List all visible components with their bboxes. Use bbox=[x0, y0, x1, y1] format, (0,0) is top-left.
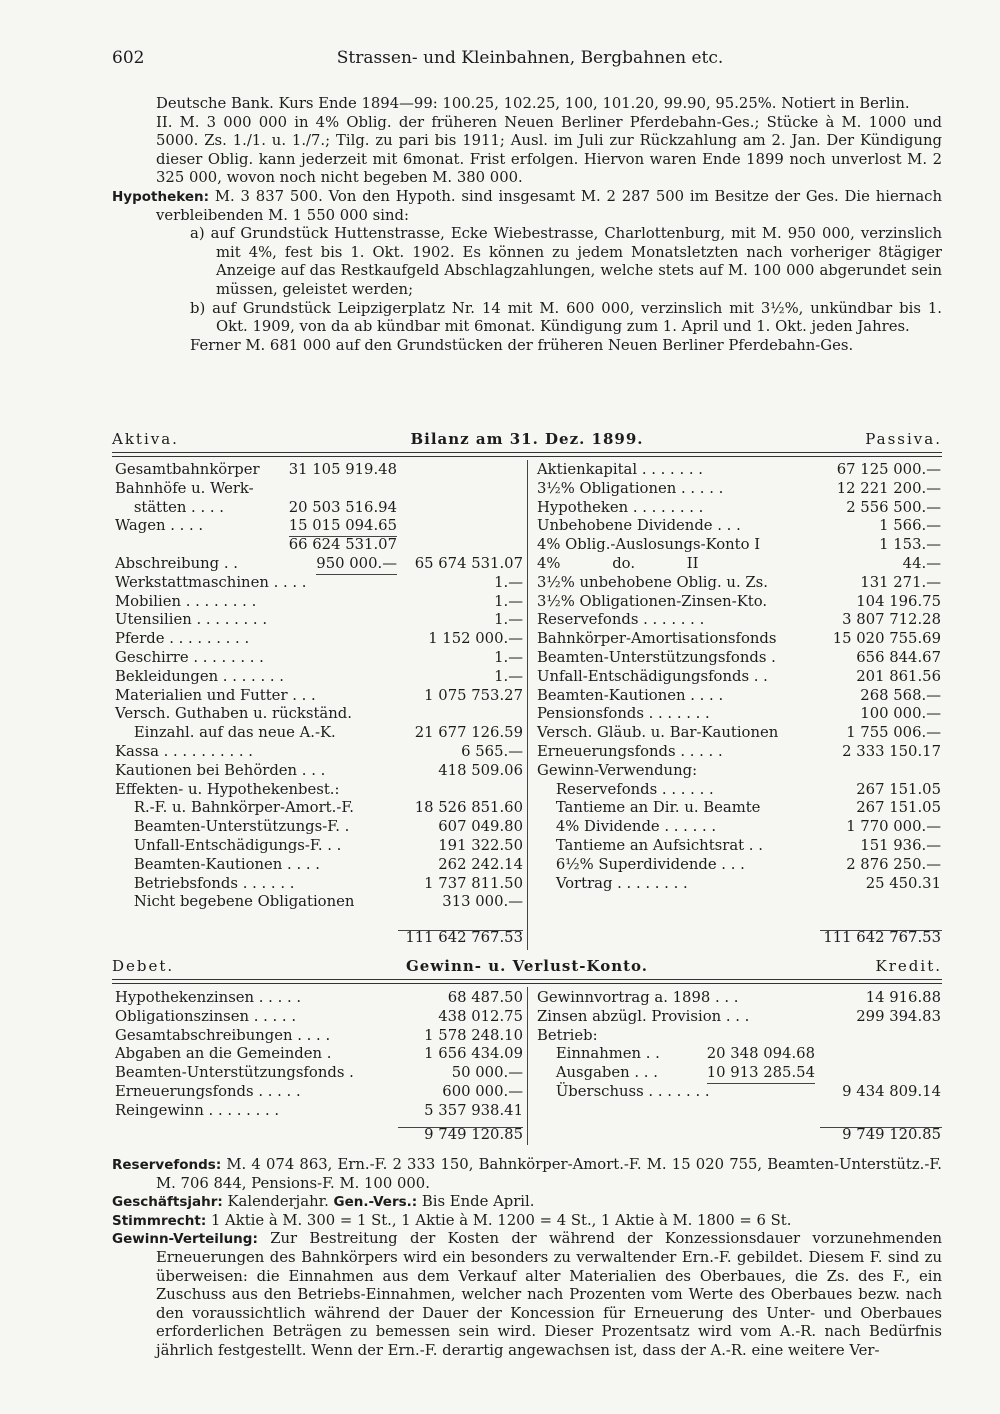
kredit-row bbox=[537, 989, 941, 1008]
row-value: 1 075 753.27 bbox=[424, 686, 523, 704]
row-label: Abgaben an die Gemeinden . bbox=[115, 1045, 332, 1063]
row-label: Gesamtabschreibungen . . . . bbox=[115, 1026, 331, 1044]
geschaeftsjahr-paragraph bbox=[112, 1193, 942, 1212]
reservefonds-paragraph bbox=[112, 1156, 942, 1193]
kredit-total: 9 749 120.85 bbox=[842, 1126, 941, 1143]
aktiva-row bbox=[115, 705, 525, 724]
row-value: 1 737 811.50 bbox=[424, 874, 523, 892]
bilanz-top-rule bbox=[112, 452, 942, 453]
passiva-total-row bbox=[537, 929, 941, 948]
passiva-row bbox=[537, 461, 941, 480]
aktiva-row bbox=[115, 555, 525, 574]
row-value: 267 151.05 bbox=[856, 799, 941, 817]
passiva-row bbox=[537, 687, 941, 706]
row-label: Geschirre . . . . . . . . bbox=[115, 648, 264, 666]
stimm-label: Stimmrecht: bbox=[112, 1212, 207, 1229]
page-header bbox=[112, 48, 948, 74]
gewinn-verteilung-paragraph bbox=[112, 1230, 942, 1360]
aktiva-row bbox=[115, 875, 525, 894]
row-label: Reingewinn . . . . . . . . bbox=[115, 1101, 280, 1119]
aktiva-row bbox=[115, 799, 525, 818]
gv-text: Bis Ende April. bbox=[421, 1193, 535, 1211]
passiva-row bbox=[537, 499, 941, 518]
passiva-row bbox=[537, 781, 941, 800]
debet-row bbox=[115, 1083, 525, 1102]
debet-row bbox=[115, 1064, 525, 1083]
row-value: 1 153.— bbox=[879, 536, 941, 554]
hypotheken-text: M. 3 837 500. Von den Hypoth. sind insgesamt M. 2 287 500 im Besitze der Ges. Die hiernach verbleibenden M. 1 550 000 sind: bbox=[156, 187, 942, 224]
row-value: 1 566.— bbox=[879, 517, 941, 535]
row-value: 1.— bbox=[494, 611, 523, 629]
gewinn-label: Gewinn-Verteilung: bbox=[112, 1231, 258, 1248]
row-value: 104 196.75 bbox=[856, 592, 941, 610]
guv-top-rule-2 bbox=[112, 983, 942, 984]
passiva-total: 111 642 767.53 bbox=[823, 929, 941, 946]
row-value: 656 844.67 bbox=[856, 648, 941, 666]
row-value: 201 861.56 bbox=[856, 667, 941, 685]
row-label: 3½% unbehobene Oblig. u. Zs. bbox=[537, 573, 768, 591]
row-value-inner: 66 624 531.07 bbox=[288, 536, 397, 554]
row-value: 607 049.80 bbox=[438, 818, 523, 836]
row-label: Wagen . . . . bbox=[115, 517, 204, 535]
row-value: 1 770 000.— bbox=[846, 818, 941, 836]
passiva-row bbox=[537, 724, 941, 743]
row-value: 1 656 434.09 bbox=[424, 1045, 523, 1063]
row-label: Einnahmen . . bbox=[537, 1045, 660, 1063]
passiva-row bbox=[537, 837, 941, 856]
row-value: 1 578 248.10 bbox=[424, 1026, 523, 1044]
row-label: Unfall-Entschädigungsfonds . . bbox=[537, 667, 768, 685]
row-value: 600 000.— bbox=[442, 1082, 523, 1100]
guv-heading bbox=[112, 957, 942, 979]
row-label: stätten . . . . bbox=[115, 498, 224, 516]
hypotheken-ferner: Ferner M. 681 000 auf den Grundstücken der früheren Neuen Berliner Pferdebahn-Ges. bbox=[190, 336, 854, 354]
debet-total-row bbox=[115, 1126, 525, 1145]
passiva-row bbox=[537, 649, 941, 668]
aktiva-row bbox=[115, 668, 525, 687]
row-label: Versch. Gläub. u. Bar-Kautionen bbox=[537, 724, 779, 742]
row-value: 12 221 200.— bbox=[836, 479, 941, 497]
gewinn-text: Zur Bestreitung der Kosten der während der Konzessionsdauer vorzunehmenden Erneuerungen des Bahnkörpers wird ein besonders zu verwaltender Ern.-F. gebildet. Diesem F. sind zu überweisen: die Einnahmen aus dem Verkauf alter Materialien des Oberbaues, die Zs. des F., ein Zuschuss aus den Betriebs-Einnahmen, welcher nach Prozenten vom Werte des Oberbaues bezw. nach den voraussichtlich während der Dauer der Koncession für Erneuerung des Unter- und Oberbaues erforderlichen Beträgen zu bemessen sein wird. Dieser Prozentsatz wird vom A.-R. nach Bedürfnis jährlich festgestellt. Wenn der Ern.-F. derartig angewachsen ist, dass der A.-R. eine weitere Ver- bbox=[156, 1230, 942, 1359]
row-value: 418 509.06 bbox=[438, 761, 523, 779]
intro-paragraph-2: II. M. 3 000 000 in 4% Oblig. der früheren Neuen Berliner Pferdebahn-Ges.; Stücke à M. 1000 und 5000. Zs. 1./1. u. 1./7.; Tilg. zu pari bis 1911; Ausl. im Juli zur Rückzahlung am 2. Jan. Der Kündigung dieser Oblig. kann jederzeit mit 6monat. Frist erfolgen. Hiervon waren Ende 1899 noch unverlost M. 2 325 000, wovon noch nicht begeben M. 380 000. bbox=[156, 113, 942, 187]
kredit-column bbox=[537, 989, 941, 1102]
row-label: Erneuerungsfonds . . . . . bbox=[537, 742, 723, 760]
row-label: Kassa . . . . . . . . . . bbox=[115, 742, 253, 760]
row-value: 25 450.31 bbox=[865, 874, 941, 892]
row-value: 65 674 531.07 bbox=[414, 554, 523, 572]
row-label: Unfall-Entschädigungs-F. . . bbox=[115, 836, 342, 854]
row-label: Ausgaben . . . bbox=[537, 1064, 658, 1082]
row-label: Nicht begebene Obligationen bbox=[115, 893, 355, 911]
row-value-inner: 10 913 285.54 bbox=[707, 1064, 815, 1084]
aktiva-column bbox=[115, 461, 525, 912]
hypotheken-item-a: a) auf Grundstück Huttenstrasse, Ecke Wiebestrasse, Charlottenburg, mit M. 950 000, verzinslich mit 4%, fest bis 1. Okt. 1902. Es können zu jedem Monatsletzten nach vorheriger 8tägiger Anzeige auf das Restkaufgeld Abschlagzahlungen, welche stets auf M. 100 000 abgerundet sein müssen, geleistet werden; bbox=[190, 225, 942, 298]
row-label: 4% do. II bbox=[537, 554, 699, 572]
row-value: 100 000.— bbox=[860, 705, 941, 723]
row-label: Betrieb: bbox=[537, 1026, 598, 1044]
kredit-row bbox=[537, 1083, 941, 1102]
aktiva-row bbox=[115, 856, 525, 875]
reservefonds-text: M. 4 074 863, Ern.-F. 2 333 150, Bahnkörper-Amort.-F. M. 15 020 755, Beamten-Unterstütz.-F. M. 706 844, Pensions-F. M. 100 000. bbox=[156, 1156, 942, 1192]
gj-label: Geschäftsjahr: bbox=[112, 1194, 223, 1211]
aktiva-row bbox=[115, 499, 525, 518]
guv-divider bbox=[527, 987, 528, 1145]
passiva-row bbox=[537, 480, 941, 499]
passiva-row bbox=[537, 762, 941, 781]
passiva-row bbox=[537, 705, 941, 724]
row-value-inner: 20 503 516.94 bbox=[288, 498, 397, 516]
row-label: Betriebsfonds . . . . . . bbox=[115, 874, 295, 892]
row-label: Tantieme an Aufsichtsrat . . bbox=[537, 836, 763, 854]
passiva-row bbox=[537, 611, 941, 630]
stimmrecht-paragraph bbox=[112, 1212, 942, 1231]
row-label: Gewinnvortrag a. 1898 . . . bbox=[537, 989, 739, 1006]
stimm-text: 1 Aktie à M. 300 = 1 St., 1 Aktie à M. 1200 = 4 St., 1 Aktie à M. 1800 = 6 St. bbox=[210, 1211, 792, 1229]
row-value: 21 677 126.59 bbox=[414, 724, 523, 742]
row-label: Reservefonds . . . . . . bbox=[537, 780, 714, 798]
aktiva-row bbox=[115, 649, 525, 668]
row-label: 4% Dividende . . . . . . bbox=[537, 818, 717, 836]
row-label: Tantieme an Dir. u. Beamte bbox=[537, 799, 761, 817]
passiva-row bbox=[537, 743, 941, 762]
row-label: Werkstattmaschinen . . . . bbox=[115, 573, 307, 591]
row-label: Bekleidungen . . . . . . . bbox=[115, 667, 284, 685]
gj-text: Kalenderjahr. bbox=[227, 1193, 329, 1211]
intro-section bbox=[112, 95, 942, 355]
row-value: 2 876 250.— bbox=[846, 855, 941, 873]
row-label: 6½% Superdividende . . . bbox=[537, 855, 745, 873]
debet-column bbox=[115, 989, 525, 1121]
debet-total: 9 749 120.85 bbox=[424, 1126, 523, 1143]
row-value: 50 000.— bbox=[451, 1064, 523, 1082]
row-value: 5 357 938.41 bbox=[424, 1101, 523, 1119]
kredit-row bbox=[537, 1027, 941, 1046]
row-label: Kautionen bei Behörden . . . bbox=[115, 761, 326, 779]
hypotheken-item-b: b) auf Grundstück Leipzigerplatz Nr. 14 mit M. 600 000, verzinslich mit 3½%, unkündbar bis 1. Okt. 1909, von da ab kündbar mit 6monat. Kündigung zum 1. April und 1. Okt. jeden Jahres. bbox=[190, 299, 942, 336]
row-label: Beamten-Kautionen . . . . bbox=[537, 686, 724, 704]
row-value: 6 565.— bbox=[461, 742, 523, 760]
row-label: R.-F. u. Bahnkörper-Amort.-F. bbox=[115, 799, 354, 817]
row-label: 4% Oblig.-Auslosungs-Konto I bbox=[537, 536, 761, 554]
row-value: 262 242.14 bbox=[438, 855, 523, 873]
aktiva-row bbox=[115, 781, 525, 800]
aktiva-row bbox=[115, 893, 525, 912]
row-value: 131 271.— bbox=[860, 573, 941, 591]
row-label: Pferde . . . . . . . . . bbox=[115, 630, 250, 648]
passiva-row bbox=[537, 668, 941, 687]
row-value: 299 394.83 bbox=[856, 1007, 941, 1025]
row-label: Einzahl. auf das neue A.-K. bbox=[115, 724, 336, 742]
aktiva-total: 111 642 767.53 bbox=[405, 929, 523, 946]
running-title: Strassen- und Kleinbahnen, Bergbahnen etc. bbox=[336, 48, 724, 68]
row-label: Bahnkörper-Amortisationsfonds bbox=[537, 630, 777, 648]
aktiva-row bbox=[115, 724, 525, 743]
row-value: 1.— bbox=[494, 573, 523, 591]
row-label: Versch. Guthaben u. rückständ. bbox=[115, 705, 352, 723]
debet-row bbox=[115, 1027, 525, 1046]
row-value: 1.— bbox=[494, 592, 523, 610]
aktiva-row bbox=[115, 593, 525, 612]
guv-title: Gewinn- u. Verlust-Konto. bbox=[406, 957, 648, 975]
row-value: 2 556 500.— bbox=[846, 498, 941, 516]
row-value-inner: 15 015 094.65 bbox=[289, 517, 397, 537]
footer-section bbox=[112, 1156, 942, 1361]
page-number: 602 bbox=[112, 48, 145, 68]
aktiva-row bbox=[115, 536, 525, 555]
row-value: 191 322.50 bbox=[438, 836, 523, 854]
kredit-row bbox=[537, 1008, 941, 1027]
aktiva-row bbox=[115, 480, 525, 499]
row-value: 3 807 712.28 bbox=[842, 611, 941, 629]
row-value: 151 936.— bbox=[860, 836, 941, 854]
aktiva-total-row bbox=[115, 929, 525, 948]
kredit-row bbox=[537, 1045, 941, 1064]
aktiva-row bbox=[115, 762, 525, 781]
row-value: 1.— bbox=[494, 648, 523, 666]
bilanz-divider bbox=[527, 460, 528, 950]
row-value: 44.— bbox=[902, 554, 941, 572]
row-label: Reservefonds . . . . . . . bbox=[537, 611, 705, 629]
row-value: 9 434 809.14 bbox=[842, 1082, 941, 1100]
row-value-inner: 31 105 919.48 bbox=[288, 461, 397, 478]
row-value: 268 568.— bbox=[860, 686, 941, 704]
row-label: Utensilien . . . . . . . . bbox=[115, 611, 268, 629]
row-label: Bahnhöfe u. Werk- bbox=[115, 479, 254, 497]
passiva-heading: Passiva. bbox=[865, 430, 942, 448]
row-value: 14 916.88 bbox=[865, 989, 941, 1006]
row-value: 438 012.75 bbox=[438, 1007, 523, 1025]
row-value: 1.— bbox=[494, 667, 523, 685]
kredit-total-row bbox=[537, 1126, 941, 1145]
aktiva-row bbox=[115, 687, 525, 706]
row-label: Erneuerungsfonds . . . . . bbox=[115, 1082, 301, 1100]
bilanz-top-rule-2 bbox=[112, 456, 942, 457]
aktiva-row bbox=[115, 611, 525, 630]
passiva-column bbox=[537, 461, 941, 893]
debet-row bbox=[115, 1008, 525, 1027]
bilanz-title: Bilanz am 31. Dez. 1899. bbox=[410, 430, 644, 448]
kredit-heading: Kredit. bbox=[875, 957, 942, 975]
row-label: Effekten- u. Hypothekenbest.: bbox=[115, 780, 340, 798]
passiva-row bbox=[537, 593, 941, 612]
row-label: Gesamtbahnkörper bbox=[115, 461, 260, 478]
row-value-inner: 20 348 094.68 bbox=[706, 1045, 815, 1063]
debet-row bbox=[115, 1045, 525, 1064]
row-value-inner: 950 000.— bbox=[316, 555, 397, 575]
passiva-row bbox=[537, 799, 941, 818]
passiva-row bbox=[537, 856, 941, 875]
aktiva-row bbox=[115, 461, 525, 480]
debet-row bbox=[115, 989, 525, 1008]
passiva-row bbox=[537, 818, 941, 837]
row-label: Abschreibung . . bbox=[115, 554, 238, 572]
row-label: Überschuss . . . . . . . bbox=[537, 1082, 710, 1100]
passiva-row bbox=[537, 630, 941, 649]
row-label: Mobilien . . . . . . . . bbox=[115, 592, 257, 610]
row-value: 68 487.50 bbox=[447, 989, 523, 1006]
row-value: 18 526 851.60 bbox=[414, 799, 523, 817]
aktiva-row bbox=[115, 743, 525, 762]
aktiva-row bbox=[115, 837, 525, 856]
row-label: Zinsen abzügl. Provision . . . bbox=[537, 1007, 750, 1025]
row-label: Beamten-Unterstützungsfonds . bbox=[537, 648, 776, 666]
row-label: Beamten-Kautionen . . . . bbox=[115, 855, 320, 873]
row-value: 267 151.05 bbox=[856, 780, 941, 798]
row-label: Hypotheken . . . . . . . . bbox=[537, 498, 704, 516]
aktiva-row bbox=[115, 574, 525, 593]
passiva-row bbox=[537, 536, 941, 555]
passiva-row bbox=[537, 875, 941, 894]
row-value: 1 152 000.— bbox=[428, 630, 523, 648]
hypotheken-paragraph bbox=[112, 188, 942, 225]
aktiva-row bbox=[115, 517, 525, 536]
aktiva-row bbox=[115, 818, 525, 837]
hypotheken-label: Hypotheken: bbox=[112, 188, 210, 205]
row-label: Materialien und Futter . . . bbox=[115, 686, 316, 704]
row-label: Gewinn-Verwendung: bbox=[537, 761, 698, 779]
kredit-row bbox=[537, 1064, 941, 1083]
row-label: Pensionsfonds . . . . . . . bbox=[537, 705, 710, 723]
passiva-row bbox=[537, 574, 941, 593]
passiva-row bbox=[537, 555, 941, 574]
debet-heading: Debet. bbox=[112, 957, 175, 975]
row-value: 1 755 006.— bbox=[846, 724, 941, 742]
aktiva-heading: Aktiva. bbox=[112, 430, 179, 448]
row-value: 313 000.— bbox=[442, 893, 523, 911]
passiva-row bbox=[537, 517, 941, 536]
reservefonds-label: Reservefonds: bbox=[112, 1157, 222, 1173]
row-value: 67 125 000.— bbox=[836, 461, 941, 478]
bilanz-heading bbox=[112, 430, 942, 452]
gv-label: Gen.-Vers.: bbox=[333, 1194, 418, 1211]
row-value: 15 020 755.69 bbox=[832, 630, 941, 648]
row-label: Beamten-Unterstützungs-F. . bbox=[115, 818, 350, 836]
row-label: Beamten-Unterstützungsfonds . bbox=[115, 1064, 354, 1082]
intro-paragraph-1: Deutsche Bank. Kurs Ende 1894—99: 100.25, 102.25, 100, 101.20, 99.90, 95.25%. Notiert in Berlin. bbox=[156, 95, 910, 112]
guv-top-rule bbox=[112, 979, 942, 980]
row-label: 3½% Obligationen . . . . . bbox=[537, 479, 724, 497]
row-label: Hypothekenzinsen . . . . . bbox=[115, 989, 302, 1006]
row-label: Unbehobene Dividende . . . bbox=[537, 517, 741, 535]
row-label: Aktienkapital . . . . . . . bbox=[537, 461, 703, 478]
row-label: 3½% Obligationen-Zinsen-Kto. bbox=[537, 592, 768, 610]
aktiva-row bbox=[115, 630, 525, 649]
row-label: Obligationszinsen . . . . . bbox=[115, 1007, 297, 1025]
debet-row bbox=[115, 1102, 525, 1121]
row-value: 2 333 150.17 bbox=[842, 742, 941, 760]
row-label: Vortrag . . . . . . . . bbox=[537, 874, 688, 892]
